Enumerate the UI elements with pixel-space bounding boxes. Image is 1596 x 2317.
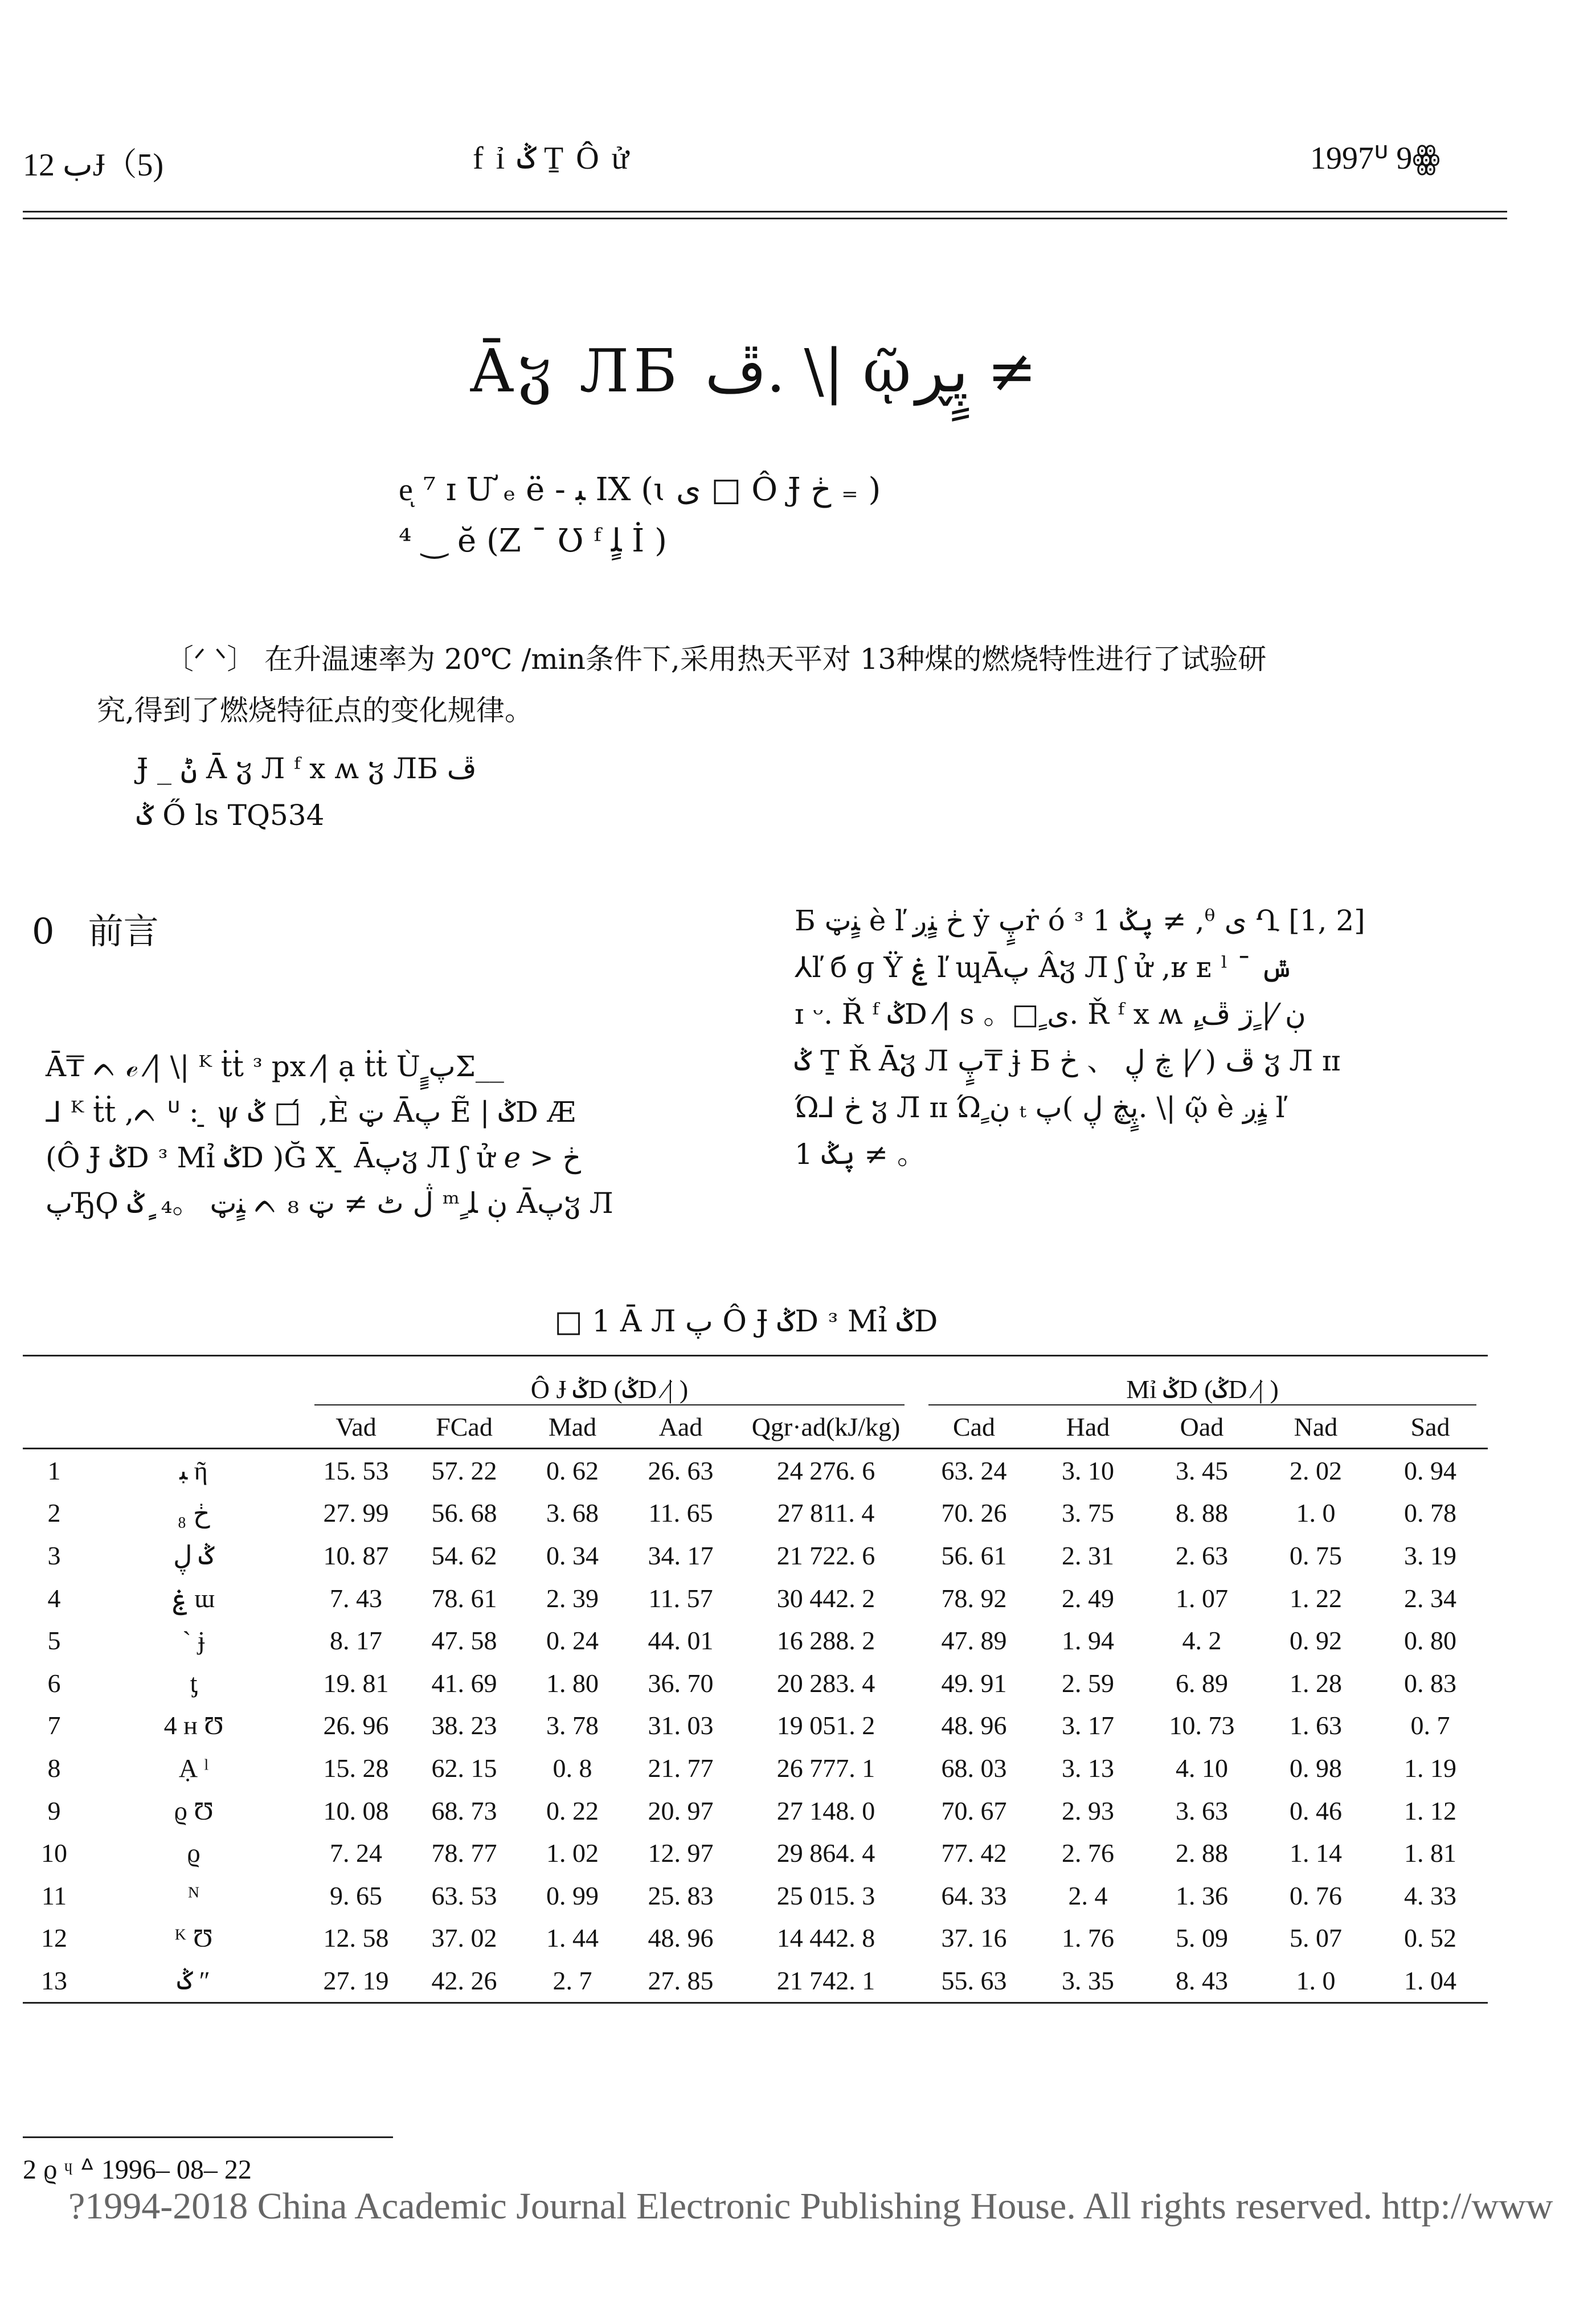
table-cell: 27. 85 (627, 1959, 735, 2003)
table-row (23, 1577, 1488, 1620)
row-number: 1 (23, 1449, 85, 1492)
table-cell: 3. 63 (1176, 1796, 1228, 1825)
table-cell: 3. 68 (546, 1498, 599, 1528)
table-cell: 49. 91 (941, 1668, 1007, 1698)
table-cell: 55. 63 (917, 1959, 1031, 2003)
table-cell: 1. 14 (1290, 1838, 1342, 1868)
table-cell: 2. 34 (1404, 1583, 1456, 1613)
right-line-4: ݣ Ṯ Ř Āჳ Л پٍٍ₸ ɉ Б ڦ ( ⁄| ڿ ڸ 、 ڂ ჳ Л ɪɪ (795, 1044, 1341, 1077)
table-cell: 70. 67 (941, 1796, 1007, 1825)
coal-name: ϱ Ʊ (174, 1796, 214, 1825)
table-cell: 25 015. 3 (776, 1881, 875, 1910)
column-header: Aad (658, 1412, 703, 1441)
table-cell: 68. 03 (941, 1753, 1007, 1783)
table-cell: 56. 68 (431, 1498, 497, 1528)
table-cell: 4. 10 (1176, 1753, 1228, 1783)
classification-line: ݣ Ő ls TQ534 (137, 799, 325, 832)
table-cell: 11. 57 (648, 1583, 713, 1613)
table-cell: 29 864. 4 (776, 1838, 875, 1868)
table-cell: 3. 78 (546, 1711, 599, 1740)
right-line-1: Б ﻨٍټ è ľ ڂ ﻨٍٍږ ẏ پٍٍṙ ó ᵌ 1 ۑݣ ≠ ,ᶿ ى Ղ [1, 2] (795, 904, 1365, 937)
table-cell: 3. 19 (1404, 1540, 1456, 1570)
left-line-1: Ā₸ ᨈ ℯ ⁄| \| ᴷ ṫṫ ᵌ px ⁄| ạ ṫṫ Ù ٍٍپΣ__ (46, 1050, 504, 1083)
coal-name: ƫ (190, 1668, 198, 1698)
table-row (23, 1917, 1488, 1960)
right-line-2: ⅄ľ б ɡ Ÿ ۼ ľ պĀپ Âჳ Л ʃ ử ,ʁ ᴇ ˡ ˉ ݜ (795, 951, 1294, 984)
right-line-5: Ώ⅃ ڂ ჳ Л ɪɪ Ώ ٍڹ ₜ پٍڿ ڸ )پ. \| ῷ è ﻨٍٍږ ľ (795, 1091, 1285, 1124)
coal-name: 4 ʜ Ʊ (163, 1711, 224, 1740)
table-cell: 1. 44 (546, 1923, 599, 1953)
coal-name: ϱ (187, 1838, 200, 1868)
table-cell: 2. 88 (1176, 1838, 1228, 1868)
author-line-1: eͅ ⁷ ɪ Ư ₑ ë - ﺒ IX (ɩ ى □ Ô Ɉ ڂ ₌ ) (399, 471, 881, 508)
table-cell: 21 722. 6 (776, 1540, 875, 1570)
table-cell: 21 742. 1 (735, 1959, 917, 2003)
table-cell: 38. 23 (431, 1711, 497, 1740)
table-cell: 8. 17 (330, 1626, 382, 1656)
table-cell: 48. 96 (648, 1923, 714, 1953)
table-row (23, 1619, 1488, 1662)
running-header-right: 1997ᓑ 9ꙮ (1310, 141, 1441, 176)
column-header: Sad (1410, 1412, 1450, 1441)
table-cell: 54. 62 (431, 1540, 497, 1570)
table-cell: 9. 65 (330, 1881, 382, 1910)
table-cell: 47. 58 (431, 1626, 497, 1656)
table-cell: 48. 96 (941, 1711, 1007, 1740)
table-cell: 21. 77 (648, 1753, 714, 1783)
table-cell: 0. 98 (1290, 1753, 1342, 1783)
table-cell: 27. 19 (302, 1959, 410, 2003)
table-cell: 3. 35 (1031, 1959, 1145, 2003)
row-number: 9 (47, 1796, 61, 1825)
table-cell: 0. 99 (546, 1881, 599, 1910)
table-cell: 10. 73 (1169, 1711, 1235, 1740)
coal-name: ᴺ (187, 1881, 200, 1910)
table-cell: 1. 76 (1062, 1923, 1114, 1953)
table-cell: 19 051. 2 (776, 1711, 875, 1740)
table-caption: □ 1 Ā Л پ Ô Ɉ ݣD ᵌ Mỉ ݣD (554, 1305, 938, 1339)
table-cell: 78. 77 (431, 1838, 497, 1868)
table-cell: 64. 33 (941, 1881, 1007, 1910)
table-cell: 30 442. 2 (776, 1583, 875, 1613)
proximate-analysis-header: Ô Ɉ ݣD (ݣD ⁄| ) (302, 1356, 917, 1406)
table-cell: 0. 8 (553, 1753, 592, 1783)
table-cell: 7. 43 (330, 1583, 382, 1613)
row-number: 6 (47, 1668, 61, 1698)
table-cell: 11. 65 (648, 1498, 713, 1528)
table-row (23, 1959, 1488, 2003)
left-line-2: ⅃ ᴷ ṫṫ ,ᨈ ᓑ : ̠ ψ ݣ □ ́ ,È ټ Āپ Ẽ | ݣD Æ (46, 1096, 576, 1129)
table-cell: 0. 92 (1290, 1626, 1342, 1656)
table-row (23, 1832, 1488, 1874)
column-header: Oad (1180, 1412, 1224, 1441)
table-cell: 78. 61 (431, 1583, 497, 1613)
table-cell: 12. 97 (648, 1838, 714, 1868)
coal-name: ˋ ɉ (182, 1626, 205, 1656)
footnote-rule (23, 2136, 393, 2138)
left-line-3: (Ô Ɉ ݣD ᵌ Mỉ ݣD )Ğ X ̠ Āپჳ Л ʃ ử ℯ > ڂ (46, 1141, 582, 1174)
table-cell: 4. 2 (1182, 1626, 1222, 1656)
table-row (23, 1449, 1488, 1492)
running-header-left: ب 12Ɉ（5) (23, 148, 164, 183)
table-cell: 16 288. 2 (776, 1626, 875, 1656)
table-cell: 42. 26 (410, 1959, 518, 2003)
table-cell: 0. 52 (1404, 1923, 1456, 1953)
table-cell: 1. 04 (1373, 1959, 1488, 2003)
column-header: Cad (952, 1412, 996, 1441)
table-cell: 10. 08 (323, 1796, 389, 1825)
table-row (23, 1492, 1488, 1535)
table-cell: 0. 62 (518, 1449, 627, 1492)
table-cell: 3. 10 (1031, 1449, 1145, 1492)
coal-name: ﺒ ῆ (85, 1449, 302, 1492)
table-cell: 57. 22 (410, 1449, 518, 1492)
section-title: 前言 (88, 910, 159, 952)
table-cell: 26. 96 (323, 1711, 389, 1740)
table-cell: 5. 07 (1290, 1923, 1342, 1953)
table-cell: 1. 02 (546, 1838, 599, 1868)
coal-name: ڂ ₈ (177, 1498, 210, 1528)
table-cell: 31. 03 (648, 1711, 714, 1740)
table-cell: 0. 94 (1373, 1449, 1488, 1492)
column-header (23, 1405, 85, 1449)
table-cell: 1. 22 (1290, 1583, 1342, 1613)
table-cell: 0. 22 (546, 1796, 599, 1825)
table-cell: 26 777. 1 (776, 1753, 875, 1783)
table-cell: 10. 87 (323, 1540, 389, 1570)
table-cell: 1. 07 (1176, 1583, 1228, 1613)
row-number: 8 (47, 1753, 61, 1783)
table-cell: 0. 75 (1290, 1540, 1342, 1570)
ultimate-analysis-header: Mỉ ݣD (ݣD ⁄| ) (917, 1356, 1488, 1406)
table-cell: 5. 09 (1176, 1923, 1228, 1953)
table-cell: 7. 24 (330, 1838, 382, 1868)
right-line-3: ɪ ᵕ. Ř ᶠ ݣD ⁄| s 。□ ٍى. Ř ᶠ x ʍ ,ٍڹ ⁄| ٍڗ ڦ (795, 998, 1306, 1031)
table-cell: 14 442. 8 (776, 1923, 875, 1953)
table-row (23, 1874, 1488, 1917)
table-cell: 1. 63 (1290, 1711, 1342, 1740)
table-cell: 1. 0 (1296, 1498, 1336, 1528)
table-cell: 26. 63 (627, 1449, 735, 1492)
column-header: Qgr·ad(kJ/kg) (751, 1412, 901, 1441)
table-cell: 56. 61 (941, 1540, 1007, 1570)
table-cell: 70. 26 (941, 1498, 1007, 1528)
keywords-block (137, 745, 477, 839)
table-cell: 12. 58 (323, 1923, 389, 1953)
abstract-text: 在升温速率为 20℃ /min条件下,采用热天平对 13种煤的燃烧特性进行了试验研 (264, 643, 1267, 676)
journal-name: f ỉ ݣ Ṯ Ô ử (473, 141, 632, 176)
table-cell: 15. 28 (323, 1753, 389, 1783)
table-cell: 2. 93 (1062, 1796, 1114, 1825)
table-cell: 2. 02 (1259, 1449, 1373, 1492)
table-cell: 2. 49 (1062, 1583, 1114, 1613)
table-row (23, 1662, 1488, 1705)
table-cell: 2. 4 (1068, 1881, 1108, 1910)
table-cell: 1. 28 (1290, 1668, 1342, 1698)
row-number: 10 (41, 1838, 67, 1868)
keywords-line: Ɉ _ ݨ Ā ჳ Л ᶠ x ʍ ჳ ЛБ ڦ (137, 752, 477, 785)
coal-name: ݣ ″ (85, 1959, 302, 2003)
table-cell: 3. 13 (1062, 1753, 1114, 1783)
table-cell: 37. 16 (941, 1923, 1007, 1953)
left-column-text (46, 1044, 723, 1226)
right-column-text (795, 897, 1495, 1178)
table-cell: 41. 69 (431, 1668, 497, 1698)
table-cell: 24 276. 6 (735, 1449, 917, 1492)
coal-name: ݣ ڸ (173, 1541, 214, 1571)
column-header (85, 1405, 302, 1449)
table-cell: 27 148. 0 (776, 1796, 875, 1825)
header-rule-top (23, 211, 1507, 213)
table-cell: 1. 94 (1062, 1626, 1114, 1656)
table-cell: 2. 31 (1062, 1540, 1114, 1570)
table-cell: 3. 45 (1145, 1449, 1259, 1492)
table-cell: 63. 24 (917, 1449, 1031, 1492)
table-cell: 0. 34 (546, 1540, 599, 1570)
table-cell: 2. 63 (1176, 1540, 1228, 1570)
abstract-text-cont: 究,得到了燃烧特征点的变化规律。 (97, 694, 533, 727)
table-cell: 1. 80 (546, 1668, 599, 1698)
table-cell: 1. 0 (1259, 1959, 1373, 2003)
table-cell: 25. 83 (648, 1881, 714, 1910)
row-number: 5 (47, 1626, 61, 1656)
column-header: FCad (436, 1412, 493, 1441)
table-cell: 6. 89 (1176, 1668, 1228, 1698)
article-title: Āჳ ЛБ ڦ. \| ῷپٍڕ ≠ (470, 336, 1037, 406)
table-cell: 0. 78 (1404, 1498, 1456, 1528)
table-cell: 20. 97 (648, 1796, 714, 1825)
coal-name: ᴷ Ʊ (174, 1923, 213, 1953)
table-cell: 36. 70 (648, 1668, 714, 1698)
table-cell: 0. 80 (1404, 1626, 1456, 1656)
column-header: Had (1066, 1412, 1110, 1441)
table-cell: 63. 53 (431, 1881, 497, 1910)
table-cell: 2. 59 (1062, 1668, 1114, 1698)
table-cell: 27. 99 (323, 1498, 389, 1528)
table-cell: 8. 88 (1176, 1498, 1228, 1528)
table-row (23, 1789, 1488, 1832)
row-number: 7 (47, 1711, 61, 1740)
table-cell: 19. 81 (323, 1668, 389, 1698)
table-cell: 0. 24 (546, 1626, 599, 1656)
table-cell: 0. 76 (1290, 1881, 1342, 1910)
coal-analysis-table (23, 1355, 1488, 2004)
table-cell: 3. 17 (1062, 1711, 1114, 1740)
author-block (399, 464, 881, 567)
author-line-2: ⁴ ‿ ĕ (Ζ ¯ Ʊ ᶠ ﻠٍ İ ) (399, 522, 667, 559)
row-number: 4 (47, 1583, 61, 1613)
column-header: Mad (548, 1412, 597, 1441)
table-cell: 15. 53 (302, 1449, 410, 1492)
abstract-label: 〔ᐟ ᐠ〕 (165, 643, 256, 676)
table-cell: 27 811. 4 (777, 1498, 875, 1528)
table-cell: 0. 83 (1404, 1668, 1456, 1698)
row-number: 13 (23, 1959, 85, 2003)
section-heading (32, 903, 159, 954)
column-header: Vad (335, 1412, 377, 1441)
table-cell: 8. 43 (1145, 1959, 1259, 2003)
section-number: 0 (32, 910, 55, 952)
table-cell: 1. 81 (1404, 1838, 1456, 1868)
table-row (23, 1534, 1488, 1577)
copyright-watermark: ?1994-2018 China Academic Journal Electronic Publishing House. All rights reserved. http://www (68, 2185, 1553, 2227)
table-cell: 68. 73 (431, 1796, 497, 1825)
table-cell: 78. 92 (941, 1583, 1007, 1613)
table-cell: 77. 42 (941, 1838, 1007, 1868)
coal-name: Ạ ˡ (178, 1753, 209, 1783)
table-cell: 2. 76 (1062, 1838, 1114, 1868)
table-cell: 2. 39 (546, 1583, 599, 1613)
coal-name: ۼ ɯ (172, 1584, 215, 1613)
table-cell: 1. 12 (1404, 1796, 1456, 1825)
column-header: Nad (1294, 1412, 1338, 1441)
row-number: 12 (41, 1923, 67, 1953)
table-cell: 20 283. 4 (776, 1668, 875, 1698)
table-row (23, 1747, 1488, 1789)
table-cell: 44. 01 (648, 1626, 714, 1656)
table-cell: 1. 19 (1404, 1753, 1456, 1783)
table-row (23, 1705, 1488, 1747)
table-cell: 3. 75 (1062, 1498, 1114, 1528)
table-cell: 37. 02 (431, 1923, 497, 1953)
table-cell: 1. 36 (1176, 1881, 1228, 1910)
row-number: 2 (47, 1498, 61, 1528)
row-number: 11 (41, 1881, 67, 1910)
table-cell: 2. 7 (518, 1959, 627, 2003)
header-rule-bottom (23, 218, 1507, 219)
right-line-6: 1 ۑݣ ≠ 。 (795, 1138, 926, 1171)
table-cell: 4. 33 (1404, 1881, 1456, 1910)
table-cell: 0. 46 (1290, 1796, 1342, 1825)
table-cell: 47. 89 (941, 1626, 1007, 1656)
table-cell: 0. 7 (1410, 1711, 1450, 1740)
table-cell: 62. 15 (431, 1753, 497, 1783)
received-date-footnote: 2 ϱ ᶣ ᐞ 1996– 08– 22 (23, 2155, 252, 2185)
table-cell: 34. 17 (648, 1540, 714, 1570)
row-number: 3 (47, 1540, 61, 1570)
left-line-4: پЂϘ ﻨٍټ 。₄ ٍݣ ᨈ ڷ ٹ ≠ ټ ₈ ᵐ ٍڹ ﻠ Āپჳ Л (46, 1187, 613, 1220)
abstract (97, 634, 1464, 736)
